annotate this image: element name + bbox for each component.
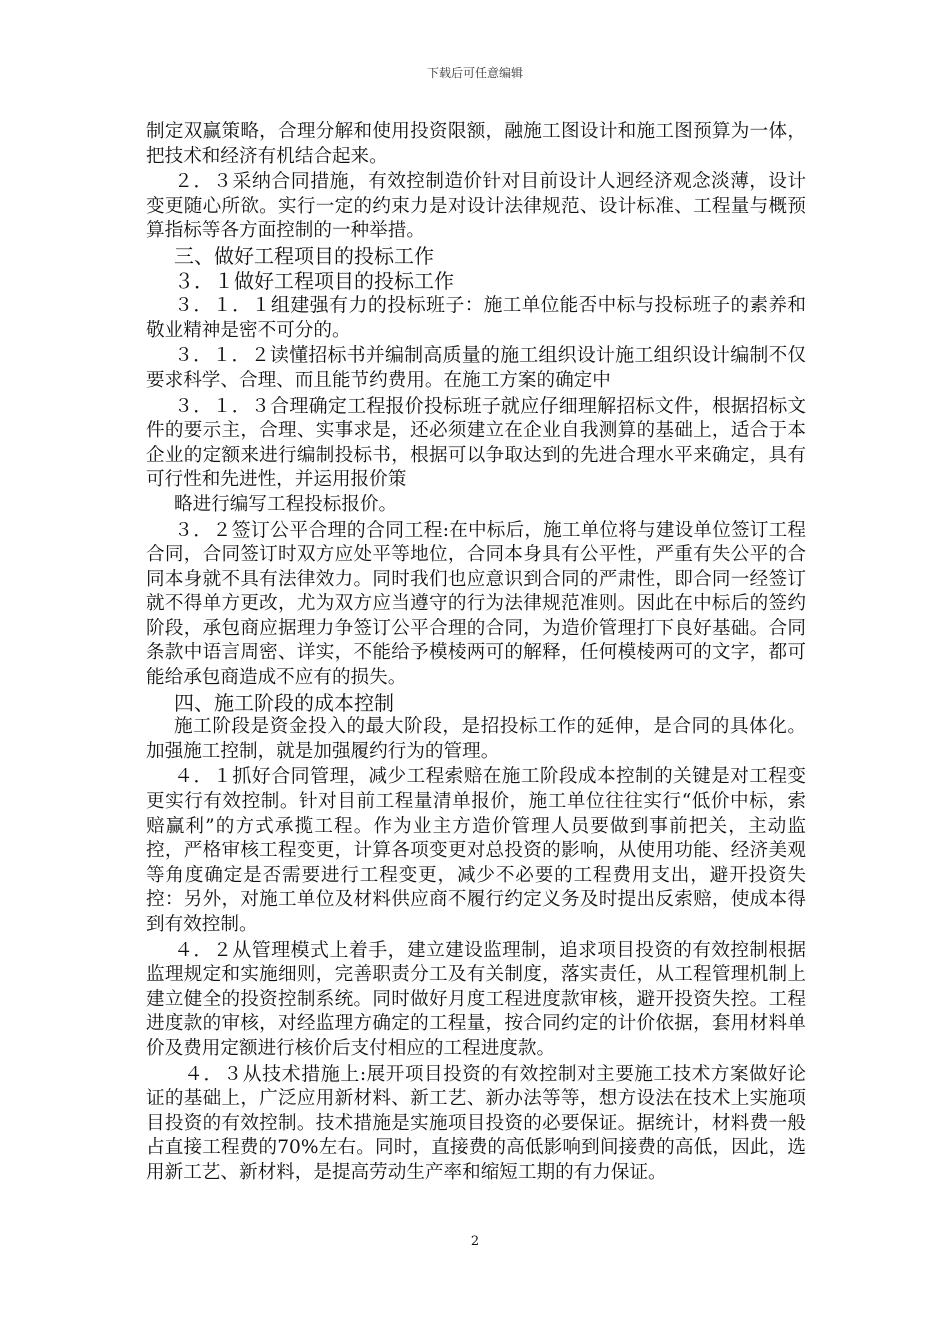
paragraph: ４．２从管理模式上着手，建立建设监理制，追求项目投资的有效控制根据监理规定和实施细则，完善职责分工及有关制度，落实责任，从工程管理机制上建立健全的投资控制系统。同时做好月度工程进度款审核，避开投资失控。工程进度款的审核，对经监理方确定的工程量，按合同约定的计价依据，套用材料单价及费用定额进行核价后支付相应的工程进度款。 <box>146 938 806 1059</box>
page-number: 2 <box>470 1234 480 1249</box>
paragraph: ３．１．１组建强有力的投标班子：施工单位能否中标与投标班子的素养和敬业精神是密不可分的。 <box>146 294 806 341</box>
paragraph: ４．１抓好合同管理，减少工程索赔在施工阶段成本控制的关键是对工程变更实行有效控制。针对目前工程量清单报价，施工单位往往实行“低价中标，索赔赢利”的方式承揽工程。作为业主方造价管理人员要做到事前把关，主动监控，严格审核工程变更，计算各项变更对总投资的影响，从使用功能、经济美观等角度确定是否需要进行工程变更，减少不必要的工程费用支出，避开投资失控：另外，对施工单位及材料供应商不履行约定义务及时提出反索赔，使成本得到有效控制。 <box>146 765 806 935</box>
section-heading: 三、做好工程项目的投标工作 <box>174 243 434 268</box>
paragraph: ３．１．２读懂招标书并编制高质量的施工组织设计施工组织设计编制不仅要求科学、合理、而且能节约费用。在施工方案的确定中 <box>146 344 806 391</box>
paragraph: 施工阶段是资金投入的最大阶段，是招投标工作的延伸，是合同的具体化。加强施工控制，就是加强履约行为的管理。 <box>146 716 806 762</box>
paragraph: 略进行编写工程投标报价。 <box>174 493 398 515</box>
paragraph: ２．３采纳合同措施，有效控制造价针对目前设计人迥经济观念淡薄，设计变更随心所欲。实行一定的约束力是对设计法律规范、设计标准、工程量与概预算指标等各方面控制的一种举措。 <box>146 170 806 242</box>
document-body <box>146 120 806 1186</box>
paragraph: 制定双赢策略，合理分解和使用投资限额，融施工图设计和施工图预算为一体，把技术和经济有机结合起来。 <box>146 121 806 167</box>
paragraph: ３．２签订公平合理的合同工程:在中标后，施工单位将与建设单位签订工程合同，合同签订时双方应处平等地位，合同本身具有公平性，严重有失公平的合同本身就不具有法律效力。同时我们也应意识到合同的严肃性，即合同一经签订就不得单方更改，尤为双方应当遵守的行为法律规范准则。因此在中标后的签约阶段，承包商应据理力争签订公平合理的合同，为造价管理打下良好基础。合同条款中语言周密、详实，不能给予模棱两可的解释，任何模棱两可的文字，都可能给承包商造成不应有的损失。 <box>146 518 806 689</box>
section-heading: 四、施工阶段的成本控制 <box>174 690 394 715</box>
page-header-note: 下载后可任意编辑 <box>426 66 523 80</box>
subsection-heading: ３．１做好工程项目的投标工作 <box>174 268 454 293</box>
paragraph: ４．３从技术措施上:展开项目投资的有效控制对主要施工技术方案做好论证的基础上，广泛应用新材料、新工艺、新办法等等，想方设法在技术上实施项目投资的有效控制。技术措施是实施项目投资的必要保证。据统计，材料费一般占直接工程费的70%左右。同时，直接费的高低影响到间接费的高低，因此，选用新工艺、新材料，是提高劳动生产率和缩短工期的有力保证。 <box>146 1062 806 1183</box>
paragraph: ３．１．３合理确定工程报价投标班子就应仔细理解招标文件，根据招标文件的要示主，合理、实事求是，还必须建立在企业自我测算的基础上，适合于本企业的定额来进行编制投标书，根据可以争取达到的先进合理水平来确定，具有可行性和先进性，并运用报价策 <box>146 394 806 491</box>
